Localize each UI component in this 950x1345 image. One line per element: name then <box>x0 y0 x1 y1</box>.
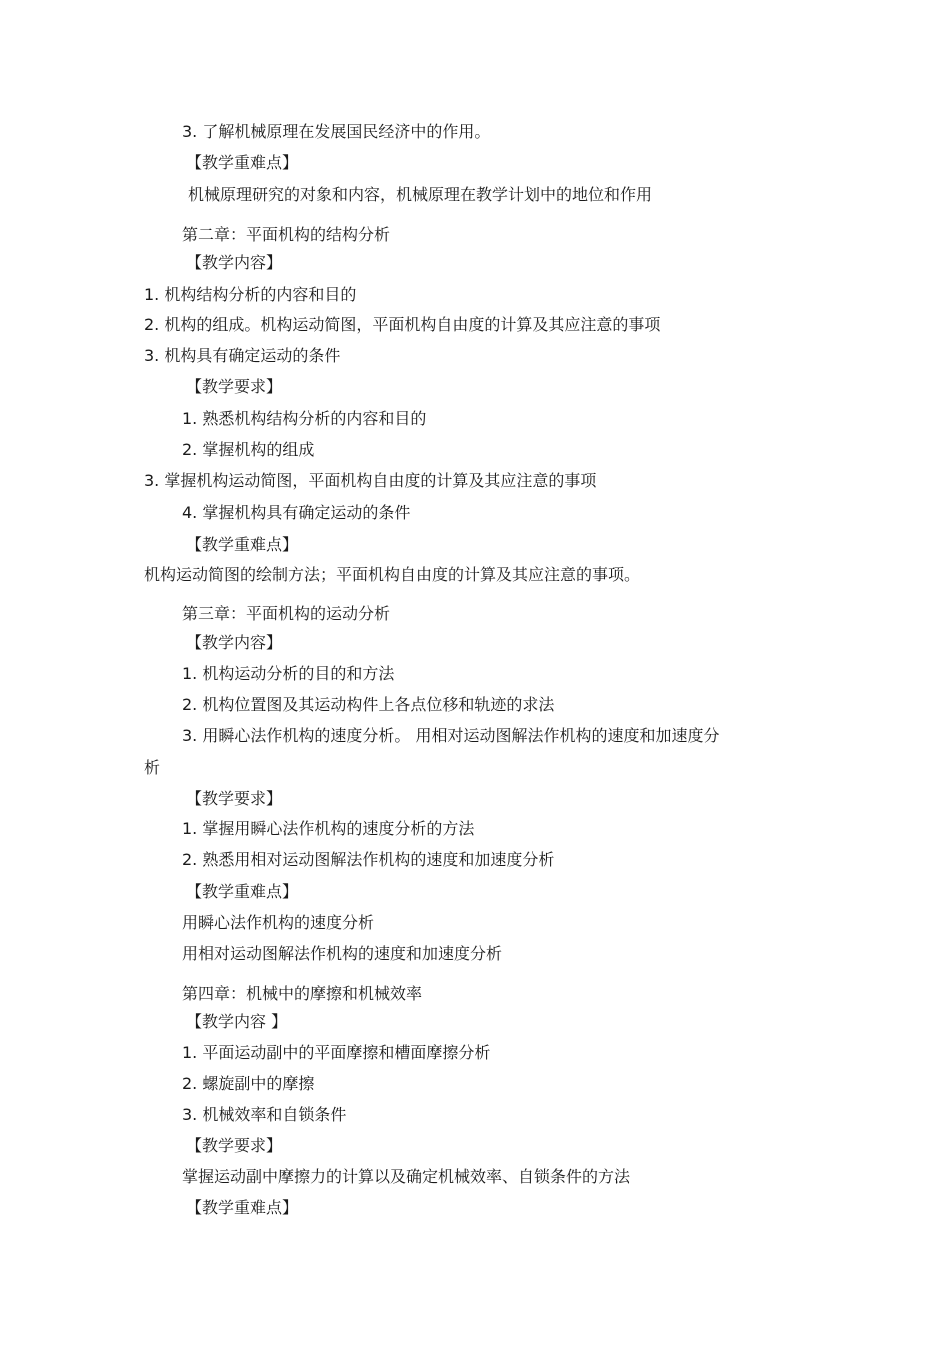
ch3-content-item-1: 1. 机构运动分析的目的和方法 <box>182 664 395 683</box>
ch4-key-points-heading: 【教学重难点】 <box>186 1198 299 1217</box>
ch3-content-item-3-cont: 析 <box>144 758 161 777</box>
ch2-content-item-3: 3. 机构具有确定运动的条件 <box>144 346 341 365</box>
ch3-content-heading: 【教学内容】 <box>186 633 283 652</box>
ch2-content-item-2: 2. 机构的组成。机构运动简图，平面机构自由度的计算及其应注意的事项 <box>144 315 661 334</box>
ch4-content-item-3: 3. 机械效率和自锁条件 <box>182 1105 347 1124</box>
ch4-title: 第四章：机械中的摩擦和机械效率 <box>182 984 423 1003</box>
ch4-requirements-heading: 【教学要求】 <box>186 1136 283 1155</box>
ch3-key-point-2: 用相对运动图解法作机构的速度和加速度分析 <box>182 944 503 963</box>
ch2-requirement-1: 1. 熟悉机构结构分析的内容和目的 <box>182 409 427 428</box>
ch2-content-item-1: 1. 机构结构分析的内容和目的 <box>144 285 357 304</box>
ch3-title: 第三章：平面机构的运动分析 <box>182 604 391 623</box>
ch3-content-item-2: 2. 机构位置图及其运动构件上各点位移和轨迹的求法 <box>182 695 555 714</box>
ch3-content-item-3: 3. 用瞬心法作机构的速度分析。 用相对运动图解法作机构的速度和加速度分 <box>182 726 720 745</box>
ch4-requirements-text: 掌握运动副中摩擦力的计算以及确定机械效率、自锁条件的方法 <box>182 1167 631 1186</box>
ch2-key-points-text: 机构运动简图的绘制方法；平面机构自由度的计算及其应注意的事项。 <box>144 565 641 584</box>
ch2-key-points-heading: 【教学重难点】 <box>186 535 299 554</box>
ch3-requirement-1: 1. 掌握用瞬心法作机构的速度分析的方法 <box>182 819 475 838</box>
ch3-requirement-2: 2. 熟悉用相对运动图解法作机构的速度和加速度分析 <box>182 850 555 869</box>
ch2-requirement-3: 3. 掌握机构运动简图，平面机构自由度的计算及其应注意的事项 <box>144 471 597 490</box>
ch2-requirement-4: 4. 掌握机构具有确定运动的条件 <box>182 503 411 522</box>
ch2-title: 第二章：平面机构的结构分析 <box>182 225 391 244</box>
ch1-key-points-heading: 【教学重难点】 <box>186 153 299 172</box>
ch4-content-heading: 【教学内容 】 <box>186 1012 288 1031</box>
ch1-key-points-text: 机械原理研究的对象和内容，机械原理在教学计划中的地位和作用 <box>188 185 653 204</box>
ch2-content-heading: 【教学内容】 <box>186 253 283 272</box>
ch2-requirement-2: 2. 掌握机构的组成 <box>182 440 315 459</box>
ch3-requirements-heading: 【教学要求】 <box>186 789 283 808</box>
ch1-objective-3: 3. 了解机械原理在发展国民经济中的作用。 <box>182 122 491 141</box>
ch3-key-points-heading: 【教学重难点】 <box>186 882 299 901</box>
ch4-content-item-1: 1. 平面运动副中的平面摩擦和槽面摩擦分析 <box>182 1043 491 1062</box>
ch4-content-item-2: 2. 螺旋副中的摩擦 <box>182 1074 315 1093</box>
ch3-key-point-1: 用瞬心法作机构的速度分析 <box>182 913 375 932</box>
ch2-requirements-heading: 【教学要求】 <box>186 377 283 396</box>
